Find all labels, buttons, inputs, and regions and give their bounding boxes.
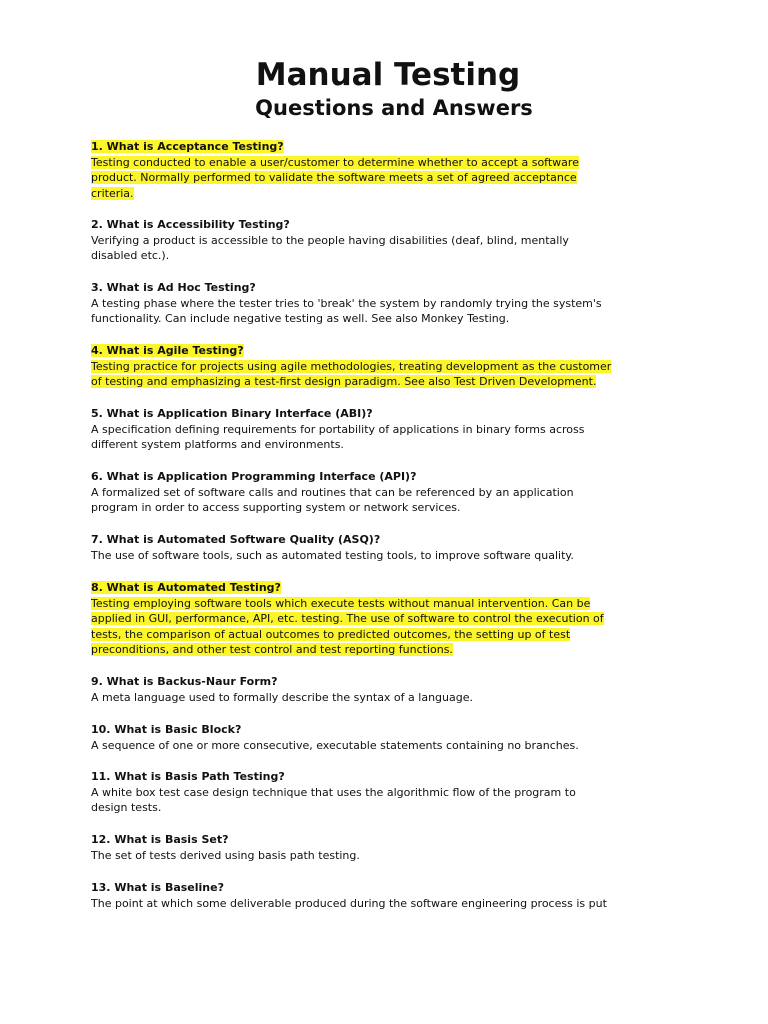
qa-item (91, 139, 579, 201)
question-text: 1. What is Acceptance Testing? (91, 140, 284, 153)
answer-text: preconditions, and other test control and test reporting functions. (91, 643, 453, 657)
question (91, 532, 574, 548)
answer-text: different system platforms and environments. (91, 438, 344, 452)
answer-line (91, 627, 604, 643)
answer-text: tests, the comparison of actual outcomes to predicted outcomes, the setting up of test (91, 627, 571, 641)
answer-text: The point at which some deliverable produced during the software engineering process is put (91, 896, 607, 910)
answer-text: design tests. (91, 801, 162, 815)
question (91, 580, 604, 596)
answer-line (91, 785, 576, 801)
question (91, 832, 360, 848)
answer-line (91, 296, 602, 312)
answer-line (91, 485, 574, 501)
qa-item (91, 469, 574, 516)
question (91, 722, 579, 738)
answer-line (91, 374, 611, 390)
answer-line (91, 500, 574, 516)
question (91, 880, 607, 896)
answer-text: Verifying a product is accessible to the people having disabilities (deaf, blind, mentally (91, 233, 569, 247)
answer-line (91, 800, 576, 816)
question (91, 406, 584, 422)
answer-line (91, 186, 579, 202)
answer-line (91, 155, 579, 171)
answer-text: applied in GUI, performance, API, etc. testing. The use of software to control the execution of (91, 612, 604, 626)
qa-item (91, 674, 473, 705)
answer-text: disabled etc.). (91, 249, 170, 263)
question (91, 674, 473, 690)
qa-item (91, 769, 576, 816)
qa-item (91, 580, 604, 658)
question-text: 6. What is Application Programming Interface (API)? (91, 470, 417, 483)
question (91, 139, 579, 155)
qa-item (91, 880, 607, 911)
document-title: Manual Testing (255, 57, 521, 93)
answer-line (91, 233, 569, 249)
question-text: 10. What is Basic Block? (91, 723, 242, 736)
qa-item (91, 217, 569, 264)
answer-line (91, 896, 607, 912)
question-text: 9. What is Backus-Naur Form? (91, 675, 278, 688)
answer-line (91, 596, 604, 612)
qa-item (91, 280, 602, 327)
answer-line (91, 548, 574, 564)
answer-text: criteria. (91, 186, 134, 200)
qa-item (91, 832, 360, 863)
answer-text: program in order to access supporting system or network services. (91, 501, 461, 515)
question (91, 343, 611, 359)
question (91, 280, 602, 296)
answer-text: The use of software tools, such as automated testing tools, to improve software quality. (91, 548, 574, 562)
qa-item (91, 722, 579, 753)
answer-line (91, 170, 579, 186)
question (91, 217, 569, 233)
answer-line (91, 248, 569, 264)
question-text: 7. What is Automated Software Quality (ASQ)? (91, 533, 381, 546)
answer-text: Testing employing software tools which execute tests without manual intervention. Can be (91, 596, 591, 610)
question-text: 12. What is Basis Set? (91, 833, 229, 846)
answer-text: functionality. Can include negative testing as well. See also Monkey Testing. (91, 312, 510, 326)
answer-text: A specification defining requirements for portability of applications in binary forms across (91, 422, 585, 436)
answer-text: Testing conducted to enable a user/customer to determine whether to accept a software (91, 155, 579, 169)
answer-text: product. Normally performed to validate the software meets a set of agreed acceptance (91, 171, 577, 185)
answer-text: of testing and emphasizing a test-first design paradigm. See also Test Driven Development. (91, 375, 597, 389)
document-subtitle: Questions and Answers (255, 96, 533, 120)
question (91, 469, 574, 485)
answer-line (91, 422, 584, 438)
answer-line (91, 738, 579, 754)
answer-line (91, 437, 584, 453)
answer-line (91, 359, 611, 375)
question-text: 8. What is Automated Testing? (91, 581, 281, 594)
question-text: 3. What is Ad Hoc Testing? (91, 281, 256, 294)
question-text: 13. What is Baseline? (91, 881, 224, 894)
question (91, 769, 576, 785)
question-text: 4. What is Agile Testing? (91, 344, 244, 357)
answer-line (91, 611, 604, 627)
answer-line (91, 848, 360, 864)
answer-line (91, 642, 604, 658)
answer-line (91, 311, 602, 327)
qa-item (91, 343, 611, 390)
answer-text: The set of tests derived using basis path testing. (91, 848, 360, 862)
question-text: 11. What is Basis Path Testing? (91, 770, 285, 783)
answer-text: A sequence of one or more consecutive, executable statements containing no branches. (91, 738, 579, 752)
qa-item (91, 532, 574, 563)
answer-text: A meta language used to formally describe the syntax of a language. (91, 690, 473, 704)
question-text: 5. What is Application Binary Interface (ABI)? (91, 407, 373, 420)
answer-text: A formalized set of software calls and routines that can be referenced by an application (91, 485, 574, 499)
qa-item (91, 406, 584, 453)
answer-text: A testing phase where the tester tries to 'break' the system by randomly trying the system's (91, 296, 602, 310)
answer-text: A white box test case design technique that uses the algorithmic flow of the program to (91, 785, 576, 799)
answer-line (91, 690, 473, 706)
answer-text: Testing practice for projects using agile methodologies, treating development as the customer (91, 359, 612, 373)
question-text: 2. What is Accessibility Testing? (91, 218, 290, 231)
